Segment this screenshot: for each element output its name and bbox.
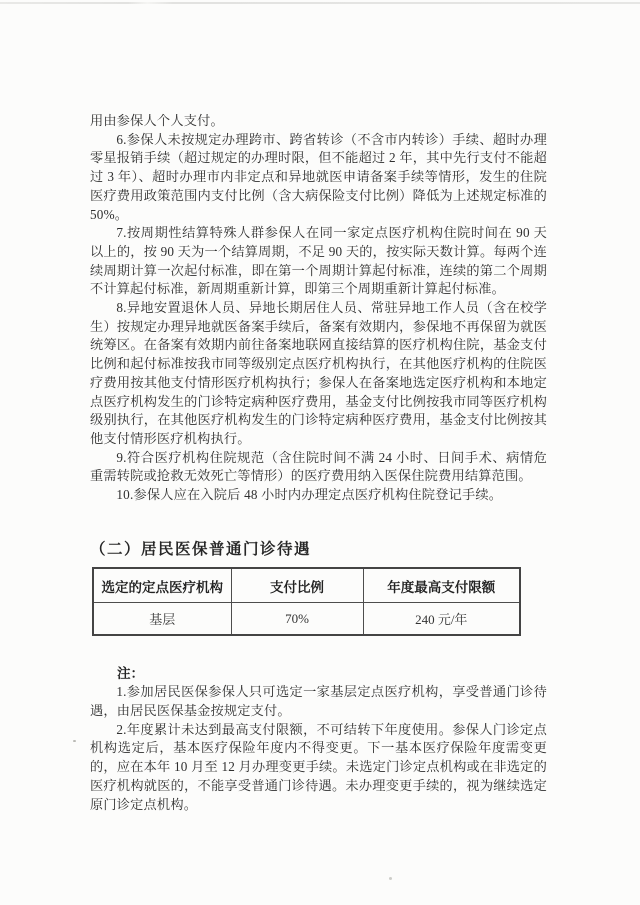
paragraph-item-7: 7.按周期性结算特殊人群参保人在同一家定点医疗机构住院时间在 90 天以上的，按 90 天为一个结算周期，不足 90 天的，按实际天数计算。每两个连续周期计算一次起付标准，即在第一个周期计算起付标准，连续的第二个周期不计算起付标准，新周期重新计算，即第三个周期重新计算起付标准。: [90, 225, 547, 297]
table-row: [93, 603, 520, 635]
paragraph-continuation: 用由参保人个人支付。: [90, 113, 224, 128]
scan-speck: [389, 877, 392, 880]
table-cell-institution: 基层: [93, 603, 231, 635]
note-item-2: 2.年度累计未达到最高支付限额，不可结转下年度使用。参保人门诊定点机构选定后，基本医疗保险年度内不得变更。下一基本医疗保险年度需变更的，应在本年 10 月至 12 月办理变更手续。未选定门诊定点机构或在非选定的医疗机构就医的，不能享受普通门诊待遇。未办理变更手续的，视为继续选定原门诊定点机构。: [90, 721, 547, 813]
table-header-pay-ratio: 支付比例: [231, 568, 363, 603]
table-header-annual-limit: 年度最高支付限额: [363, 568, 520, 603]
notes-label: 注：: [117, 665, 144, 681]
scan-top-edge: [0, 2, 640, 4]
note-item-1: 1.参加居民医保参保人只可选定一家基层定点医疗机构，享受普通门诊待遇，由居民医保基金按规定支付。: [90, 683, 547, 718]
body-text: [90, 112, 547, 505]
paragraph-item-6: 6.参保人未按规定办理跨市、跨省转诊（不含市内转诊）手续、超时办理零星报销手续（超过规定的办理时限，但不能超过 2 年，其中先行支付不能超过 3 年）、超时办理市内非定点和异地就医申请备案手续等情形，发生的住院医疗费用政策范围内支付比例（含大病保险支付比例）降低为上述规定标准的 50%。: [90, 131, 547, 222]
notes-block: [90, 664, 547, 815]
paragraph-item-10: 10.参保人应在入院后 48 小时内办理定点医疗机构住院登记手续。: [116, 487, 503, 503]
scan-speck: [73, 740, 76, 742]
table-header-institution: 选定的定点医疗机构: [93, 568, 231, 603]
table-cell-annual-limit: 240 元/年: [363, 603, 520, 635]
table-header-row: [93, 568, 520, 603]
paragraph-item-9: 9.符合医疗机构住院规范（含住院时间不满 24 小时、日间手术、病情危重需转院或抢救无效死亡等情形）的医疗费用纳入医保住院费用结算范围。: [90, 449, 547, 484]
table-cell-pay-ratio: 70%: [231, 603, 363, 635]
paragraph-item-8: 8.异地安置退休人员、异地长期居住人员、常驻异地工作人员（含在校学生）按规定办理异地就医备案手续后，备案有效期内，参保地不再保留为就医统筹区。在备案有效期内前往备案地联网直接结算的医疗机构住院，基金支付比例和起付标准按我市同等级别定点医疗机构执行，在其他医疗机构的住院医疗费用按其他支付情形医疗机构执行；参保人在备案地选定医疗机构和本地定点医疗机构发生的门诊特定病种医疗费用，基金支付比例按我市同等医疗机构级别执行，在其他医疗机构发生的门诊特定病种医疗费用，基金支付比例按其他支付情形医疗机构执行。: [90, 300, 547, 446]
benefits-table: [92, 567, 521, 636]
document-content: [90, 112, 547, 815]
section-heading: （二）居民医保普通门诊待遇: [90, 540, 312, 558]
